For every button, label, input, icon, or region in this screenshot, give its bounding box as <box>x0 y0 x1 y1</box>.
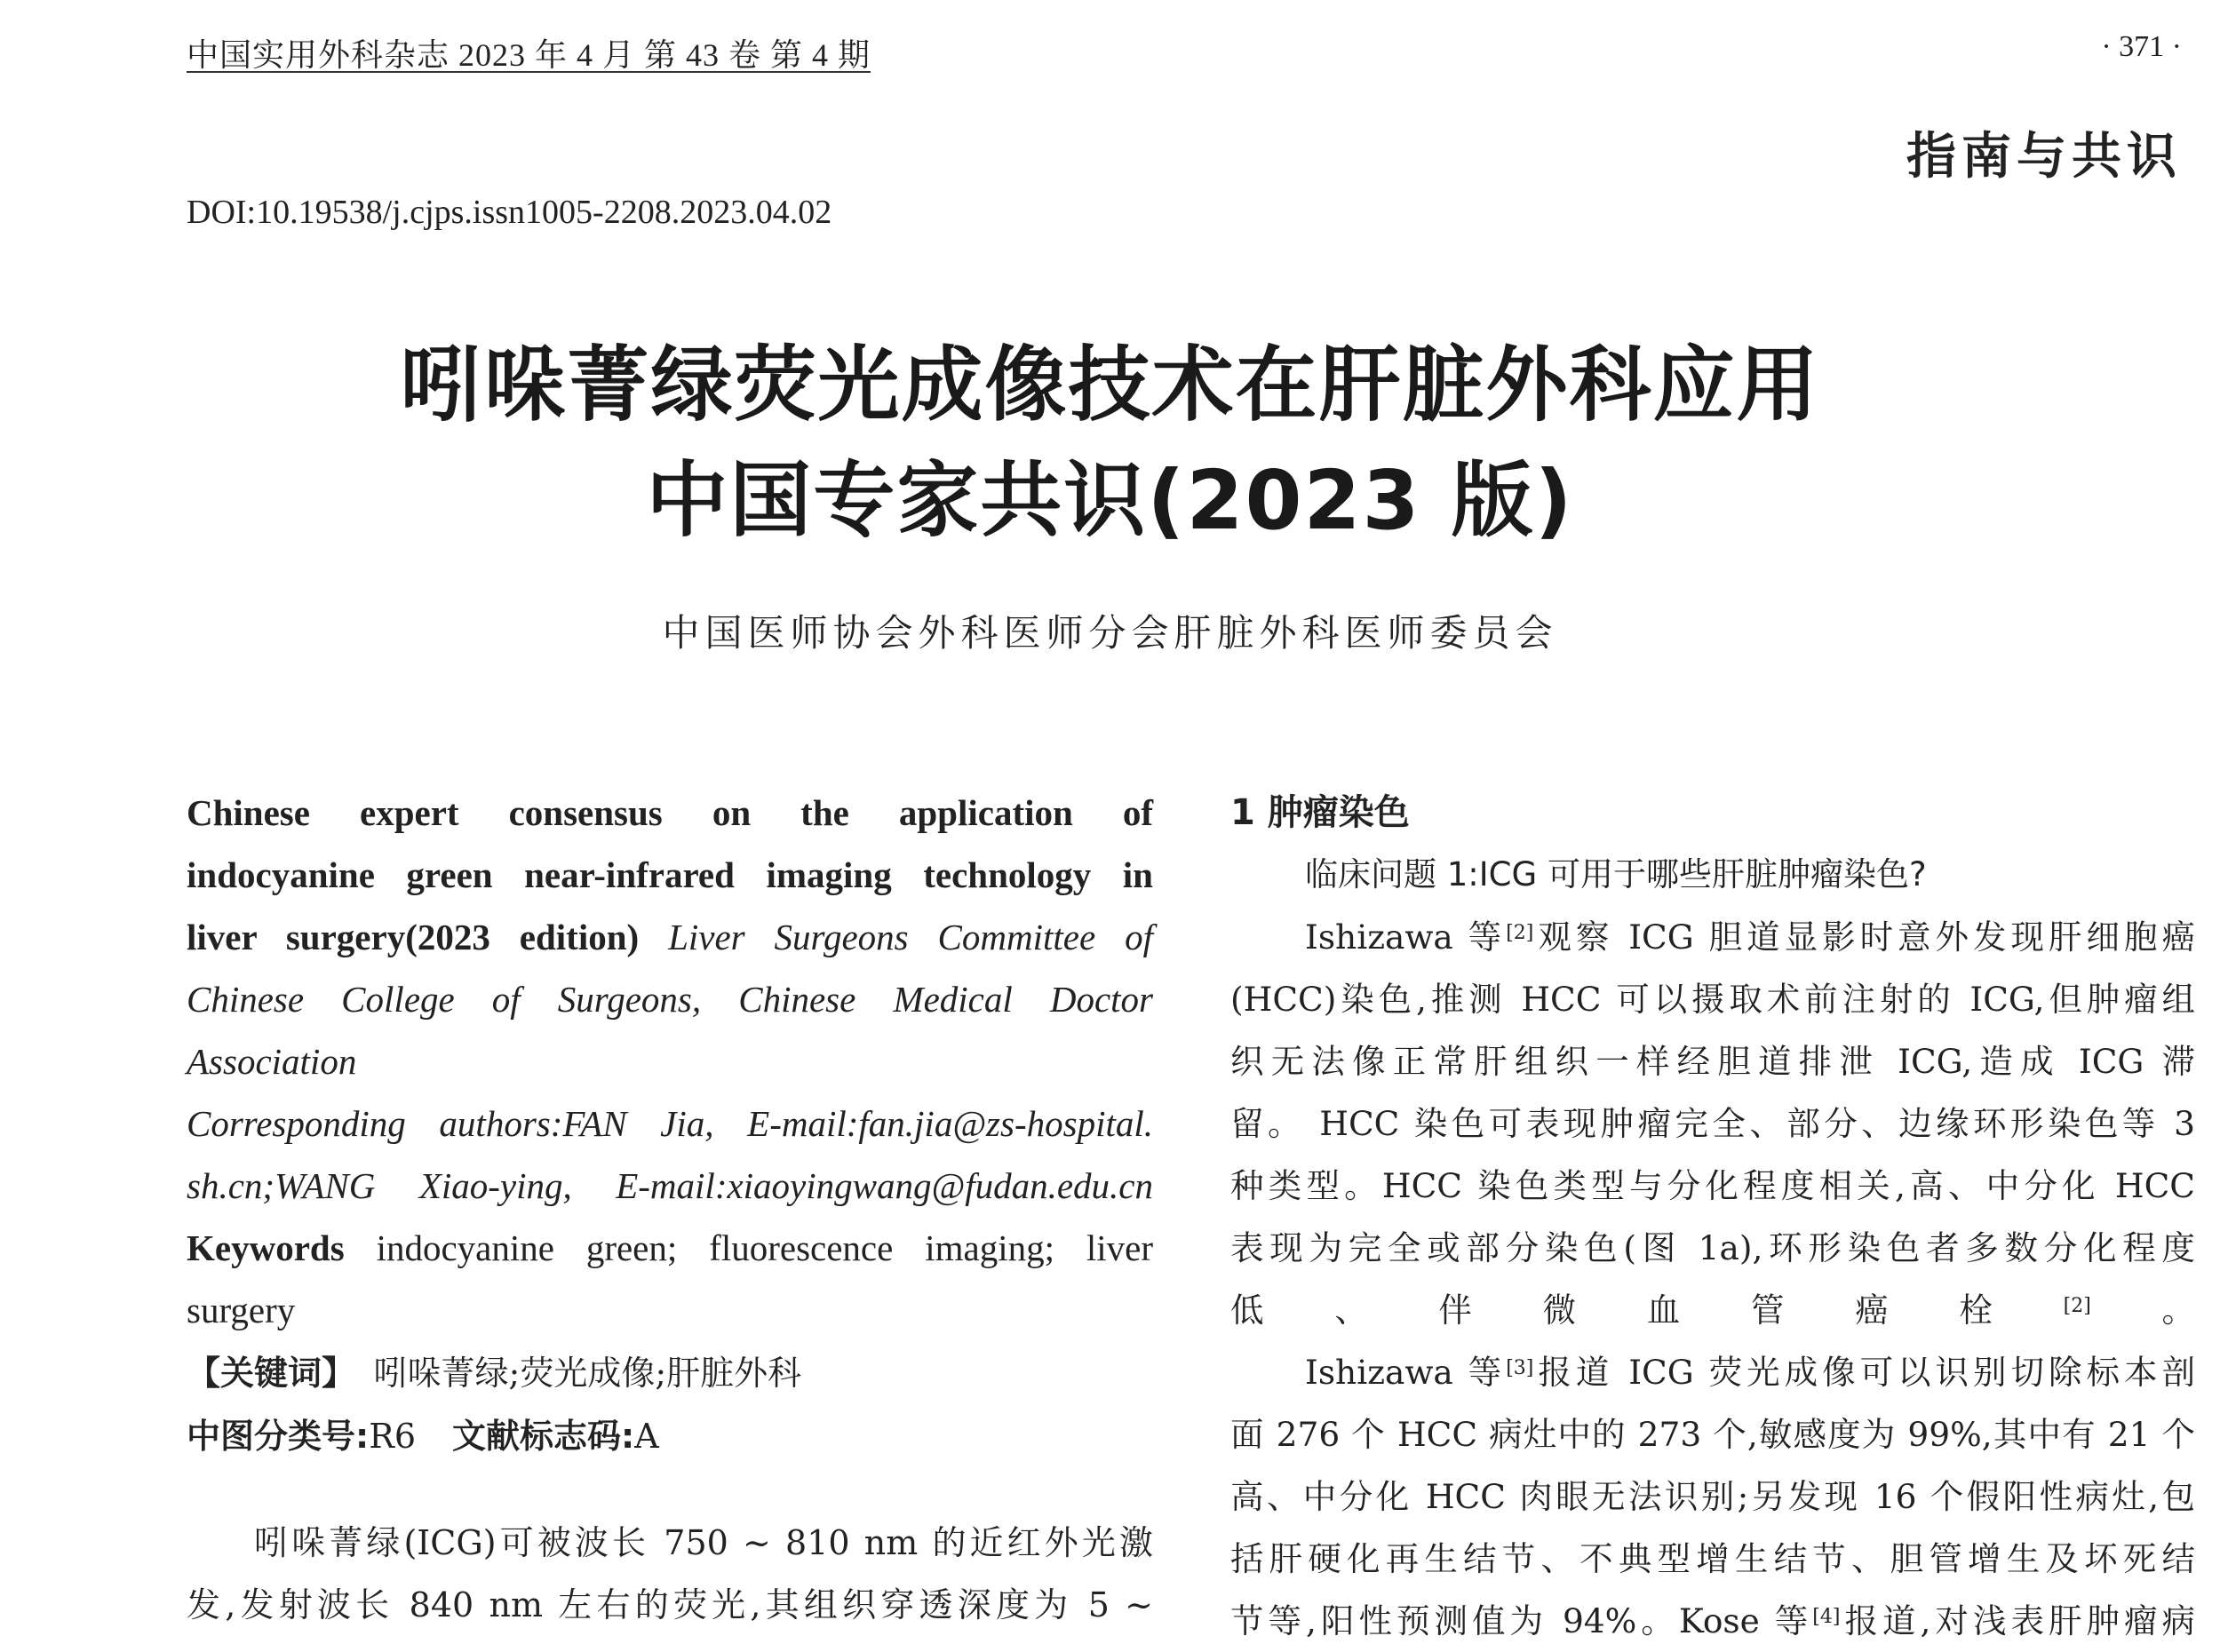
left-column <box>187 782 1153 1636</box>
paragraph-1 <box>1230 906 2195 1341</box>
english-keywords: surgery <box>187 1290 296 1330</box>
organization: Liver Surgeons Committee of <box>668 917 1153 957</box>
english-title-line: liver surgery(2023 edition) <box>187 917 640 957</box>
keywords-cn-label: 【关键词】 <box>187 1354 356 1393</box>
citation-ref: [4] <box>1812 1606 1841 1628</box>
authors: 中国医师协会外科医师分会肝脏外科医师委员会 <box>662 611 1558 655</box>
paragraph-line: 括肝硬化再生结节、不典型增生结节、胆管增生及坏死结 <box>1230 1539 2195 1578</box>
paragraph-text: 。 <box>2090 1291 2195 1330</box>
paragraph-line: (HCC)染色,推测 HCC 可以摄取术前注射的 ICG,但肿瘤组 <box>1230 980 2195 1019</box>
paragraph-line <box>1230 1590 2195 1652</box>
citation-ref: [2] <box>2063 1295 2091 1317</box>
article-title-line-2: 中国专家共识(2023 版) <box>646 453 1574 548</box>
keywords-text: indocyanine green; fluorescence imaging; liver <box>376 1227 1154 1268</box>
paragraph-line: 发,发射波长 840 nm 左右的荧光,其组织穿透深度为 5 ~ <box>187 1585 1153 1624</box>
doi: DOI:10.19538/j.cjps.issn1005-2208.2023.04.02 <box>187 194 832 231</box>
english-title-org-line <box>187 906 1153 968</box>
paragraph-line: 留。 HCC 染色可表现肿瘤完全、部分、边缘环形染色等 3 <box>1230 1104 2195 1143</box>
keywords-cn-value: 吲哚菁绿;荧光成像;肝脏外科 <box>373 1354 802 1393</box>
citation-ref: [3] <box>1506 1357 1534 1379</box>
paragraph-line: 高、中分化 HCC 肉眼无法识别;另发现 16 个假阳性病灶,包 <box>1230 1477 2195 1516</box>
intro-paragraph <box>187 1512 1153 1636</box>
chinese-keywords <box>187 1341 1153 1404</box>
corresponding-authors: sh.cn;WANG Xiao-ying, E-mail:xiaoyingwang@fudan.edu.cn <box>187 1165 1153 1206</box>
classification-value: R6 <box>369 1417 416 1456</box>
paragraph-line: 面 276 个 HCC 病灶中的 273 个,敏感度为 99%,其中有 21 个 <box>1230 1415 2195 1454</box>
paragraph-line: 种类型。HCC 染色类型与分化程度相关,高、中分化 HCC <box>1230 1166 2195 1205</box>
paragraph-text: 节等,阳性预测值为 94%。Kose 等 <box>1230 1601 1813 1640</box>
corresponding-authors <box>187 1092 1153 1155</box>
paragraph-text: 低、伴微血管癌栓 <box>1230 1291 2064 1330</box>
paragraph-line <box>1230 1341 2195 1403</box>
running-head <box>187 30 871 75</box>
section-heading: 1 肿瘤染色 <box>1230 792 1410 833</box>
corresponding-text: FAN Jia, E-mail:fan.jia@zs-hospital. <box>562 1103 1153 1144</box>
paragraph-2 <box>1230 1341 2195 1652</box>
page-number: · 371 · <box>2101 30 2182 63</box>
organization: Association <box>187 1041 357 1082</box>
classification-label: 中图分类号: <box>187 1417 370 1456</box>
clinical-question: 临床问题 1:ICG 可用于哪些肝脏肿瘤染色? <box>1305 855 1927 894</box>
english-title-line: indocyanine green near-infrared imaging technology in <box>187 854 1153 895</box>
english-keywords <box>187 1217 1153 1279</box>
document-code-label: 文献标志码: <box>452 1417 635 1456</box>
corresponding-label: Corresponding authors: <box>187 1103 563 1144</box>
english-title-line: Chinese expert consensus on the application of <box>187 792 1153 833</box>
paragraph-line <box>1230 1279 2195 1341</box>
paragraph-line: 织无法像正常肝组织一样经胆道排泄 ICG,造成 ICG 滞 <box>1230 1042 2195 1081</box>
paragraph-line: 吲哚菁绿(ICG)可被波长 750 ~ 810 nm 的近红外光激 <box>254 1523 1153 1562</box>
english-abstract <box>187 782 1153 1341</box>
citation-author: Ishizawa 等 <box>1305 917 1507 957</box>
article-title-line-1: 吲哚菁绿荧光成像技术在肝脏外科应用 <box>400 338 1820 433</box>
section-label: 指南与共识 <box>1906 128 2182 186</box>
paragraph-line <box>1230 906 2195 968</box>
paragraph-text: 报道,对浅表肝肿瘤病 <box>1840 1601 2195 1640</box>
document-code-value: A <box>634 1417 659 1456</box>
organization: Chinese College of Surgeons, Chinese Medical Doctor <box>187 979 1153 1020</box>
citation-author: Ishizawa 等 <box>1305 1353 1507 1392</box>
citation-ref: [2] <box>1506 922 1534 944</box>
header-underline <box>187 71 871 73</box>
right-column <box>1230 782 2195 1652</box>
classification <box>187 1404 1153 1467</box>
paragraph-line: 表现为完全或部分染色(图 1a),环形染色者多数分化程度 <box>1230 1228 2195 1267</box>
journal-info: 中国实用外科杂志 2023 年 4 月 第 43 卷 第 4 期 <box>187 37 871 73</box>
paragraph-text: 报道 ICG 荧光成像可以识别切除标本剖 <box>1533 1353 2195 1392</box>
paragraph-text: 观察 ICG 胆道显影时意外发现肝细胞癌 <box>1533 917 2195 957</box>
keywords-label: Keywords <box>187 1227 345 1268</box>
